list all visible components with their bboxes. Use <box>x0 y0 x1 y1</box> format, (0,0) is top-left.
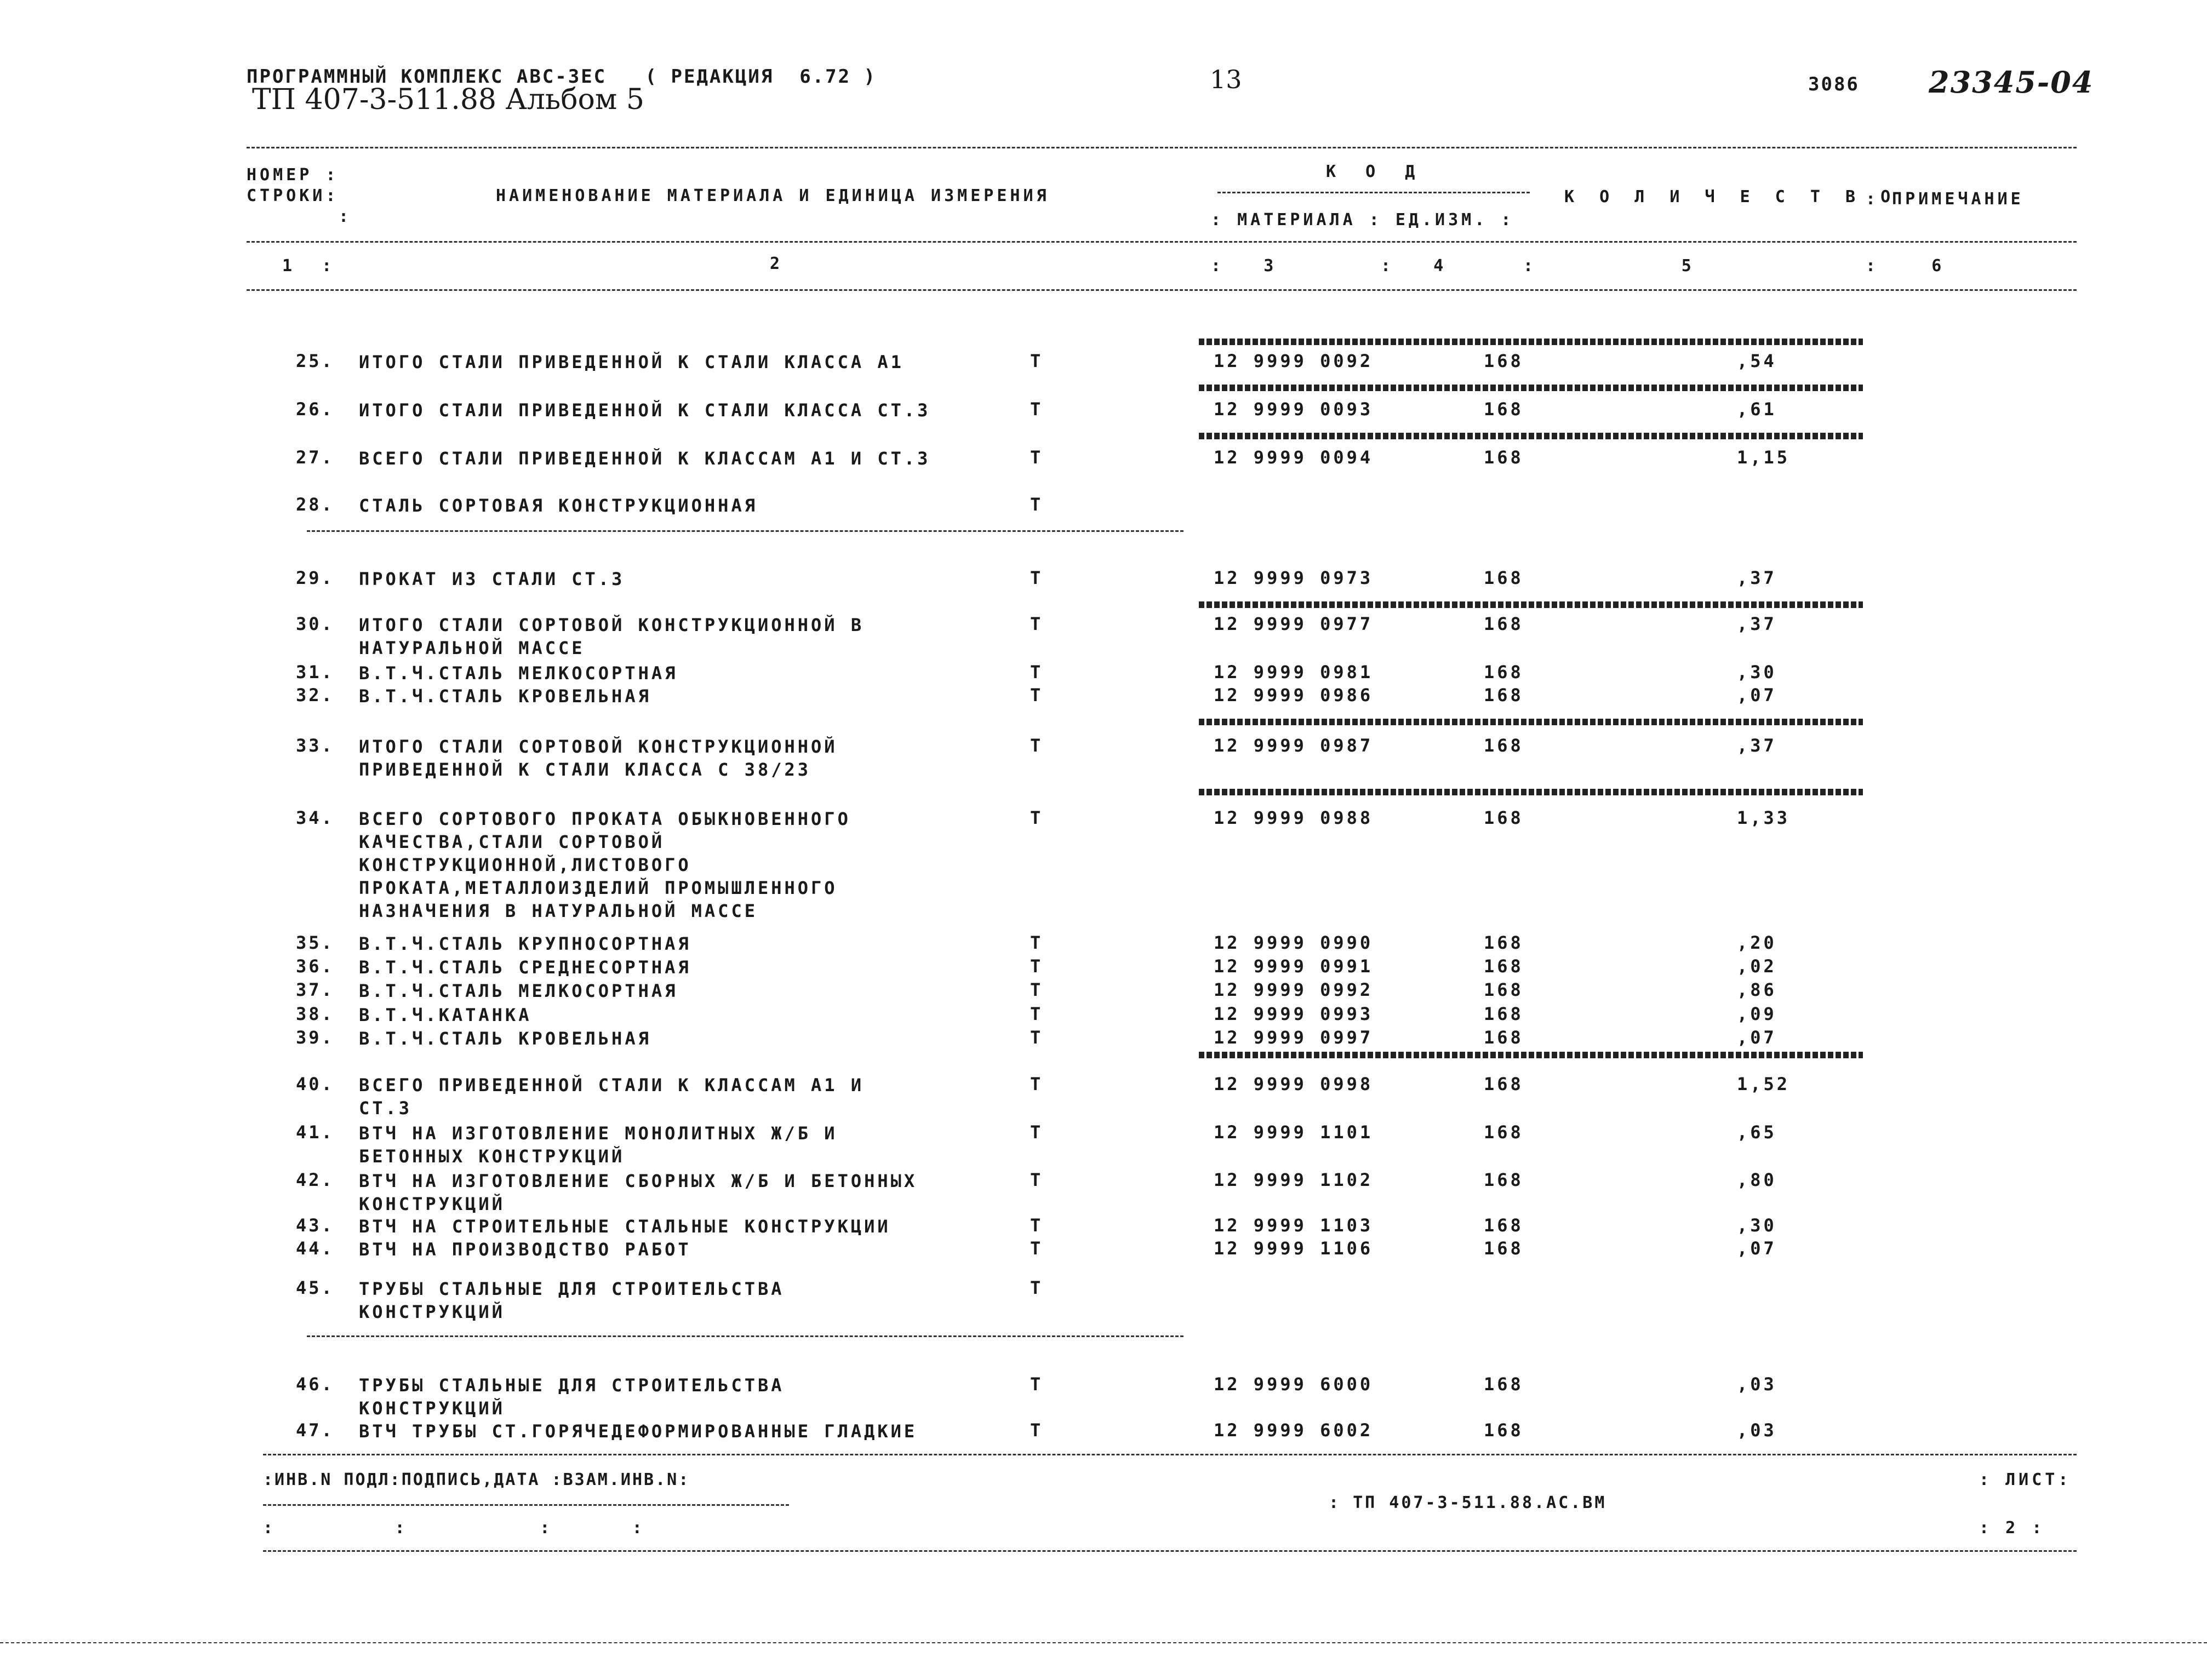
quantity: ,65 <box>1737 1122 1777 1143</box>
quantity: ,54 <box>1737 351 1777 371</box>
row-number: 25. <box>296 351 334 371</box>
colnum-4: : 4 <box>1381 256 1447 276</box>
quantity: ,30 <box>1737 662 1777 683</box>
unit: Т <box>1030 1420 1044 1441</box>
material-code: 12 9999 0991 <box>1214 956 1374 977</box>
unit-code: 168 <box>1484 1169 1524 1190</box>
unit-code: 168 <box>1484 1074 1524 1094</box>
material-name: В.Т.Ч.СТАЛЬ КРОВЕЛЬНАЯ <box>359 1028 651 1049</box>
quantity: ,20 <box>1737 932 1777 953</box>
unit-code: 168 <box>1484 399 1524 420</box>
quantity: ,37 <box>1737 613 1777 634</box>
unit-code: 168 <box>1484 1004 1524 1024</box>
quantity: ,37 <box>1737 567 1777 588</box>
quantity: ,09 <box>1737 1004 1777 1024</box>
row-number: 30. <box>296 613 334 634</box>
material-name: В.Т.Ч.СТАЛЬ КРОВЕЛЬНАЯ <box>359 686 651 707</box>
row-number: 42. <box>296 1169 334 1190</box>
material-code: 12 9999 0992 <box>1214 979 1374 1000</box>
col2-head: НАИМЕНОВАНИЕ МАТЕРИАЛА И ЕДИНИЦА ИЗМЕРЕНИЯ <box>496 186 1050 205</box>
col1-head-b: СТРОКИ: <box>247 186 339 205</box>
material-code: 12 9999 0981 <box>1214 662 1374 683</box>
unit-code: 168 <box>1484 567 1524 588</box>
unit: Т <box>1030 956 1044 977</box>
row-number: 43. <box>296 1215 334 1236</box>
unit-code: 168 <box>1484 685 1524 706</box>
rule-head-bottom <box>247 289 2077 291</box>
material-name: ВТЧ НА ПРОИЗВОДСТВО РАБОТ <box>359 1239 691 1260</box>
unit: Т <box>1030 351 1044 371</box>
total-separator <box>1199 789 1863 795</box>
unit: Т <box>1030 399 1044 420</box>
colnum-5: : 5 <box>1523 256 1695 276</box>
material-name: ВСЕГО СОРТОВОГО ПРОКАТА ОБЫКНОВЕННОГО КАЧЕСТВА,СТАЛИ СОРТОВОЙ КОНСТРУКЦИОННОЙ,ЛИСТОВОГО ПРОКАТА,МЕТАЛЛОИЗДЕЛИЙ ПРОМЫШЛЕННОГО НАЗНАЧЕНИЯ В НАТУРАЛЬНОЙ МАССЕ <box>359 809 851 921</box>
unit: Т <box>1030 1122 1044 1143</box>
row-number: 45. <box>296 1277 334 1298</box>
colnum-2: 2 <box>770 254 784 273</box>
unit: Т <box>1030 494 1044 515</box>
material-name: ИТОГО СТАЛИ ПРИВЕДЕННОЙ К СТАЛИ КЛАССА СТ.3 <box>359 400 931 421</box>
document-title: ТП 407-3-511.88 Альбом 5 <box>252 83 644 116</box>
sheet-label: : ЛИСТ: <box>1979 1470 2072 1489</box>
row-number: 41. <box>296 1122 334 1143</box>
sheet-number: : 2 : <box>1979 1518 2045 1538</box>
unit: Т <box>1030 932 1044 953</box>
unit: Т <box>1030 662 1044 683</box>
row-number: 34. <box>296 807 334 828</box>
material-code: 12 9999 0973 <box>1214 567 1374 588</box>
row-number: 35. <box>296 932 334 953</box>
unit-code: 168 <box>1484 1374 1524 1395</box>
material-name: В.Т.Ч.СТАЛЬ МЕЛКОСОРТНАЯ <box>359 663 678 684</box>
material-name: ТРУБЫ СТАЛЬНЫЕ ДЛЯ СТРОИТЕЛЬСТВА КОНСТРУКЦИЙ <box>359 1278 785 1322</box>
material-name: В.Т.Ч.СТАЛЬ МЕЛКОСОРТНАЯ <box>359 981 678 1001</box>
stamp-cells: : : : : <box>263 1518 645 1538</box>
row-number: 36. <box>296 956 334 977</box>
kod-rule <box>1217 192 1530 193</box>
material-code: 12 9999 1106 <box>1214 1238 1374 1259</box>
unit: Т <box>1030 979 1044 1000</box>
unit: Т <box>1030 567 1044 588</box>
quantity: ,37 <box>1737 735 1777 756</box>
quantity: ,03 <box>1737 1374 1777 1395</box>
kod-subhead: : МАТЕРИАЛА : ЕД.ИЗМ. : <box>1211 210 1514 230</box>
unit-code: 168 <box>1484 1027 1524 1048</box>
material-name: ВСЕГО ПРИВЕДЕННОЙ СТАЛИ К КЛАССАМ А1 И СТ.3 <box>359 1075 865 1119</box>
material-code: 12 9999 0988 <box>1214 807 1374 828</box>
row-number: 31. <box>296 662 334 683</box>
unit-code: 168 <box>1484 1215 1524 1236</box>
stamp-rule <box>263 1504 789 1506</box>
material-code: 12 9999 1102 <box>1214 1169 1374 1190</box>
unit: Т <box>1030 447 1044 468</box>
total-separator <box>1199 601 1863 608</box>
quantity: ,07 <box>1737 1238 1777 1259</box>
unit-code: 168 <box>1484 447 1524 468</box>
program-header: ПРОГРАММНЫЙ КОМПЛЕКС АВС-3ЕС ( РЕДАКЦИЯ 6.72 ) <box>247 66 877 88</box>
material-name: ВТЧ НА СТРОИТЕЛЬНЫЕ СТАЛЬНЫЕ КОНСТРУКЦИИ <box>359 1216 891 1237</box>
material-name: В.Т.Ч.СТАЛЬ КРУПНОСОРТНАЯ <box>359 933 691 954</box>
material-name: ИТОГО СТАЛИ СОРТОВОЙ КОНСТРУКЦИОННОЙ В НАТУРАЛЬНОЙ МАССЕ <box>359 615 865 658</box>
material-code: 12 9999 6000 <box>1214 1374 1374 1395</box>
handwritten-number: 23345-04 <box>1929 65 2094 100</box>
material-code: 12 9999 0990 <box>1214 932 1374 953</box>
row-number: 37. <box>296 979 334 1000</box>
note-head: : ПРИМЕЧАНИЕ <box>1866 190 2024 209</box>
material-code: 12 9999 0993 <box>1214 1004 1374 1024</box>
unit: Т <box>1030 1215 1044 1236</box>
total-separator <box>1199 719 1863 725</box>
unit-code: 168 <box>1484 932 1524 953</box>
quantity: ,03 <box>1737 1420 1777 1441</box>
row-number: 29. <box>296 567 334 588</box>
total-separator <box>1199 339 1863 345</box>
material-name: В.Т.Ч.КАТАНКА <box>359 1005 532 1025</box>
unit-code: 168 <box>1484 1420 1524 1441</box>
rule-head-mid <box>247 241 2077 243</box>
material-name: ИТОГО СТАЛИ ПРИВЕДЕННОЙ К СТАЛИ КЛАССА А1 <box>359 352 904 372</box>
row-number: 40. <box>296 1074 334 1094</box>
row-number: 27. <box>296 447 334 468</box>
document-code: 3086 <box>1808 73 1860 95</box>
material-code: 12 9999 0092 <box>1214 351 1374 371</box>
total-separator <box>1199 1052 1863 1058</box>
row-number: 39. <box>296 1027 334 1048</box>
section-separator <box>307 1335 1183 1337</box>
unit-code: 168 <box>1484 979 1524 1000</box>
material-name: ИТОГО СТАЛИ СОРТОВОЙ КОНСТРУКЦИОННОЙ ПРИВЕДЕННОЙ К СТАЛИ КЛАССА С 38/23 <box>359 736 838 780</box>
rule-page-bottom <box>0 1642 2207 1643</box>
material-code: 12 9999 1101 <box>1214 1122 1374 1143</box>
unit: Т <box>1030 1374 1044 1395</box>
quantity: ,80 <box>1737 1169 1777 1190</box>
quantity: ,07 <box>1737 1027 1777 1048</box>
material-code: 12 9999 0094 <box>1214 447 1374 468</box>
material-code: 12 9999 0977 <box>1214 613 1374 634</box>
approval-stamp: :ИНВ.N ПОДЛ:ПОДПИСЬ,ДАТА :ВЗАМ.ИНВ.N: <box>263 1470 690 1489</box>
row-number: 46. <box>296 1374 334 1395</box>
rule-footer-top <box>263 1454 2077 1455</box>
quantity: 1,15 <box>1737 447 1791 468</box>
material-name: ВТЧ НА ИЗГОТОВЛЕНИЕ МОНОЛИТНЫХ Ж/Б И БЕТОННЫХ КОНСТРУКЦИЙ <box>359 1123 838 1167</box>
row-number: 26. <box>296 399 334 420</box>
unit: Т <box>1030 807 1044 828</box>
row-number: 33. <box>296 735 334 756</box>
unit-code: 168 <box>1484 1122 1524 1143</box>
unit: Т <box>1030 1074 1044 1094</box>
material-code: 12 9999 0987 <box>1214 735 1374 756</box>
material-name: СТАЛЬ СОРТОВАЯ КОНСТРУКЦИОННАЯ <box>359 495 758 516</box>
unit-code: 168 <box>1484 735 1524 756</box>
material-name: ВТЧ НА ИЗГОТОВЛЕНИЕ СБОРНЫХ Ж/Б И БЕТОННЫХ КОНСТРУКЦИЙ <box>359 1171 918 1214</box>
page-number: 13 <box>1210 65 1242 94</box>
quantity: ,02 <box>1737 956 1777 977</box>
material-code: 12 9999 6002 <box>1214 1420 1374 1441</box>
unit: Т <box>1030 1004 1044 1024</box>
row-number: 38. <box>296 1004 334 1024</box>
quantity: ,30 <box>1737 1215 1777 1236</box>
unit: Т <box>1030 1238 1044 1259</box>
total-separator <box>1199 385 1863 391</box>
unit-code: 168 <box>1484 662 1524 683</box>
row-number: 44. <box>296 1238 334 1259</box>
col1-head-c: : <box>339 207 352 226</box>
row-number: 28. <box>296 494 334 515</box>
material-code: 12 9999 1103 <box>1214 1215 1374 1236</box>
material-name: В.Т.Ч.СТАЛЬ СРЕДНЕСОРТНАЯ <box>359 957 691 978</box>
section-separator <box>307 530 1183 532</box>
colnum-6: : 6 <box>1866 256 1945 276</box>
unit-code: 168 <box>1484 956 1524 977</box>
material-code: 12 9999 0997 <box>1214 1027 1374 1048</box>
material-name: ТРУБЫ СТАЛЬНЫЕ ДЛЯ СТРОИТЕЛЬСТВА КОНСТРУКЦИЙ <box>359 1375 785 1419</box>
material-name: ПРОКАТ ИЗ СТАЛИ СТ.3 <box>359 569 625 589</box>
quantity: ,86 <box>1737 979 1777 1000</box>
total-separator <box>1199 433 1863 439</box>
colnum-3: : 3 <box>1211 256 1277 276</box>
rule-top <box>247 147 2077 148</box>
doc-code: : ТП 407-3-511.88.АС.ВМ <box>1329 1493 1607 1512</box>
unit: Т <box>1030 613 1044 634</box>
material-code: 12 9999 0093 <box>1214 399 1374 420</box>
unit: Т <box>1030 1277 1044 1298</box>
material-name: ВСЕГО СТАЛИ ПРИВЕДЕННОЙ К КЛАССАМ А1 И СТ.3 <box>359 448 931 469</box>
material-name: ВТЧ ТРУБЫ СТ.ГОРЯЧЕДЕФОРМИРОВАННЫЕ ГЛАДКИЕ <box>359 1421 918 1442</box>
unit: Т <box>1030 1027 1044 1048</box>
colnum-1: 1 : <box>282 256 335 276</box>
quantity: 1,52 <box>1737 1074 1791 1094</box>
rule-footer-bottom <box>263 1550 2077 1552</box>
unit-code: 168 <box>1484 613 1524 634</box>
unit: Т <box>1030 1169 1044 1190</box>
row-number: 47. <box>296 1420 334 1441</box>
quantity: ,61 <box>1737 399 1777 420</box>
unit: Т <box>1030 735 1044 756</box>
unit-code: 168 <box>1484 1238 1524 1259</box>
material-code: 12 9999 0986 <box>1214 685 1374 706</box>
kod-head: К О Д <box>1326 162 1425 181</box>
quantity: ,07 <box>1737 685 1777 706</box>
unit-code: 168 <box>1484 351 1524 371</box>
row-number: 32. <box>296 685 334 706</box>
qty-head: К О Л И Ч Е С Т В О <box>1564 187 1899 207</box>
unit: Т <box>1030 685 1044 706</box>
quantity: 1,33 <box>1737 807 1791 828</box>
col1-head-a: НОМЕР : <box>247 165 339 185</box>
material-code: 12 9999 0998 <box>1214 1074 1374 1094</box>
unit-code: 168 <box>1484 807 1524 828</box>
